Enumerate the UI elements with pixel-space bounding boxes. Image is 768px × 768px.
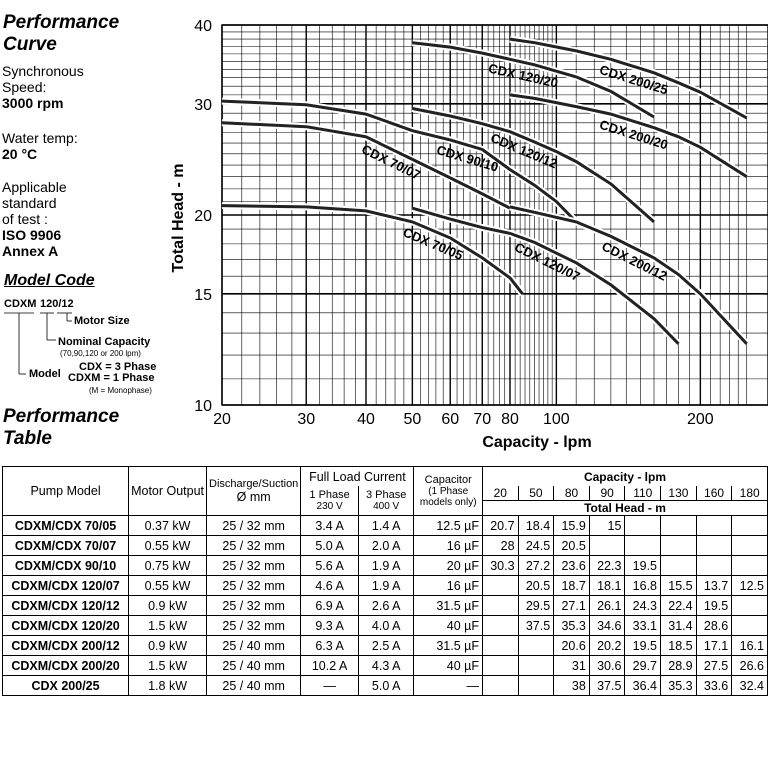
head-cell: 24.3 [625,596,661,616]
head-cell [661,556,697,576]
head-cell: 29.7 [625,656,661,676]
motor-cell: 0.75 kW [129,556,207,576]
model-cell: CDXM/CDX 120/07 [3,576,129,596]
head-cell: 15.5 [661,576,697,596]
head-cell: 19.5 [625,636,661,656]
head-cell: 35.3 [661,676,697,696]
head-cell: 33.6 [696,676,732,696]
performance-table [2,466,768,696]
table-row [3,676,768,696]
head-cell: 28 [482,536,518,556]
capacity-col-header: 50 [519,486,555,500]
monophase-note: (M = Monophase) [89,386,152,395]
capacity-col-header: 110 [625,486,661,500]
chart-y-axis-label: Total Head - m [170,163,187,273]
motor-cell: 1.5 kW [129,656,207,676]
phase1-cell: 6.3 A [301,636,359,656]
head-cell: 18.4 [518,516,554,536]
table-row [3,536,768,556]
head-cell: 24.5 [518,536,554,556]
head-cell: 29.5 [518,596,554,616]
phase3-cell: 2.6 A [358,596,414,616]
header-discharge: Discharge/Suction Ø mm [207,467,301,516]
head-cell: 18.1 [589,576,625,596]
table-row [3,556,768,576]
discharge-cell: 25 / 32 mm [207,596,301,616]
head-cell [482,656,518,676]
head-cell: 28.9 [661,656,697,676]
curve-halo [510,207,747,344]
head-cell [482,636,518,656]
series-label: CDX 120/12 [488,130,560,172]
head-cell: 20.6 [554,636,590,656]
phase3-cell: 1.9 A [358,576,414,596]
capacity-col-header: 130 [661,486,697,500]
head-cell: 23.6 [554,556,590,576]
table-row [3,616,768,636]
standard-label-1: Applicable [2,179,67,195]
speed-label-1: Synchronous [2,63,84,79]
head-cell: 19.5 [696,596,732,616]
phase3-cell: 1.9 A [358,556,414,576]
head-cell: 16.8 [625,576,661,596]
head-cell: 22.3 [589,556,625,576]
series-label: CDX 200/12 [599,238,670,284]
phase1-cell: 4.6 A [301,576,359,596]
table-row [3,516,768,536]
head-cell: 18.7 [554,576,590,596]
phase3-cell: 4.0 A [358,616,414,636]
head-cell [696,516,732,536]
head-cell [625,536,661,556]
discharge-cell: 25 / 32 mm [207,556,301,576]
discharge-cell: 25 / 40 mm [207,656,301,676]
capacitor-cell: 20 µF [414,556,483,576]
capacitor-cell: 16 µF [414,576,483,596]
y-tick-label: 10 [194,398,212,415]
model-cell: CDXM/CDX 120/20 [3,616,129,636]
head-cell: 26.6 [732,656,768,676]
head-cell [518,656,554,676]
phase3-cell: 2.5 A [358,636,414,656]
x-tick-label: 100 [543,411,570,428]
table-title-line2: Table [3,428,52,449]
head-cell [482,616,518,636]
head-cell: 31.4 [661,616,697,636]
head-cell: 37.5 [589,676,625,696]
head-cell: 22.4 [661,596,697,616]
head-cell: 30.3 [482,556,518,576]
series-label: CDX 70/07 [359,141,424,183]
header-total-head: Total Head - m [584,501,666,515]
chart-x-axis-label: Capacity - lpm [482,434,592,451]
y-tick-label: 30 [194,96,212,114]
capacitor-cell: 31.5 µF [414,636,483,656]
head-cell: 37.5 [518,616,554,636]
table-row [3,656,768,676]
head-cell [696,556,732,576]
curve-cdx-200-12 [510,207,747,344]
capacitor-cell: 31.5 µF [414,596,483,616]
speed-label-2: Speed: [2,79,47,95]
standard-value-2: Annex A [2,243,59,259]
head-cell [661,516,697,536]
y-tick-label: 20 [194,208,212,225]
motor-cell: 0.9 kW [129,636,207,656]
head-cell: 20.5 [554,536,590,556]
phase1-cell: 5.6 A [301,556,359,576]
head-cell [518,636,554,656]
head-cell [661,536,697,556]
model-cell: CDXM/CDX 200/20 [3,656,129,676]
head-cell: 26.1 [589,596,625,616]
head-cell: 19.5 [625,556,661,576]
head-cell: 36.4 [625,676,661,696]
model-cell: CDX 200/25 [3,676,129,696]
series-label: CDX 120/07 [512,239,583,285]
phase3-cell: 4.3 A [358,656,414,676]
capacity-col-header: 160 [697,486,733,500]
motor-cell: 0.55 kW [129,536,207,556]
capacitor-cell: 12.5 µF [414,516,483,536]
series-label: CDX 90/10 [434,142,501,175]
capacitor-cell: 40 µF [414,616,483,636]
head-cell: 15.9 [554,516,590,536]
head-cell [732,616,768,636]
head-cell: 27.2 [518,556,554,576]
head-cell [482,596,518,616]
capacitor-cell: 16 µF [414,536,483,556]
motor-cell: 1.8 kW [129,676,207,696]
head-cell [518,676,554,696]
head-cell [625,516,661,536]
model-code-a: CDXM [4,298,37,310]
motor-cell: 1.5 kW [129,616,207,636]
head-cell: 32.4 [732,676,768,696]
phase1-cell: 9.3 A [301,616,359,636]
nominal-capacity-note: (70,90,120 or 200 lpm) [60,349,141,358]
head-cell [732,536,768,556]
capacity-col-header: 80 [554,486,590,500]
head-cell: 27.5 [696,656,732,676]
head-cell: 30.6 [589,656,625,676]
speed-value: 3000 rpm [2,95,64,111]
table-row [3,596,768,616]
model-cell: CDXM/CDX 200/12 [3,636,129,656]
capacity-col-header: 180 [739,486,760,500]
header-pump-model: Pump Model [3,467,129,516]
y-tick-label: 15 [194,286,212,304]
table-row [3,636,768,656]
model-code-title: Model Code [4,272,95,289]
head-cell: 13.7 [696,576,732,596]
head-cell [482,576,518,596]
discharge-cell: 25 / 32 mm [207,516,301,536]
standard-label-3: of test : [2,211,48,227]
head-cell: 20.2 [589,636,625,656]
x-tick-label: 30 [297,411,316,428]
header-phase3: 3 Phase 400 V [358,486,414,516]
head-cell: 20.5 [518,576,554,596]
standard-value-1: ISO 9906 [2,227,62,243]
series-label: CDX 200/20 [597,116,670,153]
head-cell: 27.1 [554,596,590,616]
capacity-col-header: 90 [590,486,626,500]
phase1-cell: — [301,676,359,696]
head-cell [732,516,768,536]
curve-title-line2: Curve [3,34,57,55]
motor-cell: 0.37 kW [129,516,207,536]
x-tick-label: 50 [403,411,422,428]
cdx-phase-label: CDX = 3 Phase [79,361,157,373]
phase1-cell: 5.0 A [301,536,359,556]
head-cell [482,676,518,696]
model-cell: CDXM/CDX 90/10 [3,556,129,576]
motor-cell: 0.9 kW [129,596,207,616]
capacitor-cell: 40 µF [414,656,483,676]
capacity-col-header: 20 [483,486,519,500]
chart-major-grid [222,25,768,405]
curve-cdx-70-05 [222,206,523,294]
head-cell: 31 [554,656,590,676]
model-label: Model [29,368,61,380]
discharge-cell: 25 / 32 mm [207,616,301,636]
water-label: Water temp: [2,130,78,146]
header-capacity-cols [482,486,767,516]
x-tick-label: 40 [357,411,375,428]
curve-title-line1: Performance [3,12,120,33]
standard-label-2: standard [2,195,57,211]
series-label: CDX 70/05 [400,224,466,263]
x-tick-label: 70 [473,411,492,428]
head-cell [732,596,768,616]
phase3-cell: 2.0 A [358,536,414,556]
discharge-cell: 25 / 32 mm [207,536,301,556]
y-tick-label: 40 [194,18,212,35]
head-cell: 34.6 [589,616,625,636]
table-title-line1: Performance [3,406,120,427]
capacitor-cell: — [414,676,483,696]
x-tick-label: 80 [501,411,519,428]
discharge-cell: 25 / 40 mm [207,636,301,656]
motor-cell: 0.55 kW [129,576,207,596]
phase1-cell: 10.2 A [301,656,359,676]
series-label: CDX 120/20 [487,60,560,91]
series-label: CDX 200/25 [597,61,670,98]
table-row [3,576,768,596]
head-cell [589,536,625,556]
curve-halo [222,206,523,294]
x-tick-label: 60 [441,411,460,428]
head-cell: 35.3 [554,616,590,636]
header-full-load-current: Full Load Current [301,467,414,487]
head-cell: 17.1 [696,636,732,656]
header-phase1: 1 Phase 230 V [301,486,359,516]
head-cell: 12.5 [732,576,768,596]
model-code-b: 120/12 [40,298,74,310]
head-cell: 28.6 [696,616,732,636]
phase1-cell: 3.4 A [301,516,359,536]
head-cell [696,536,732,556]
motor-size-label: Motor Size [74,315,130,327]
nominal-capacity-label: Nominal Capacity [58,336,151,348]
phase1-cell: 6.9 A [301,596,359,616]
x-tick-label: 200 [687,411,714,428]
phase3-cell: 1.4 A [358,516,414,536]
head-cell: 38 [554,676,590,696]
model-cell: CDXM/CDX 120/12 [3,596,129,616]
header-capacitor: Capacitor (1 Phase models only) [414,467,483,516]
header-capacity: Capacity - lpm [482,467,767,487]
discharge-cell: 25 / 32 mm [207,576,301,596]
head-cell: 16.1 [732,636,768,656]
cdxm-phase-label: CDXM = 1 Phase [68,372,155,384]
phase3-cell: 5.0 A [358,676,414,696]
header-motor-output: Motor Output [129,467,207,516]
water-value: 20 °C [2,146,38,162]
model-cell: CDXM/CDX 70/05 [3,516,129,536]
model-cell: CDXM/CDX 70/07 [3,536,129,556]
head-cell: 18.5 [661,636,697,656]
head-cell: 33.1 [625,616,661,636]
head-cell [732,556,768,576]
x-tick-label: 20 [213,411,231,428]
head-cell: 15 [589,516,625,536]
head-cell: 20.7 [482,516,518,536]
discharge-cell: 25 / 40 mm [207,676,301,696]
